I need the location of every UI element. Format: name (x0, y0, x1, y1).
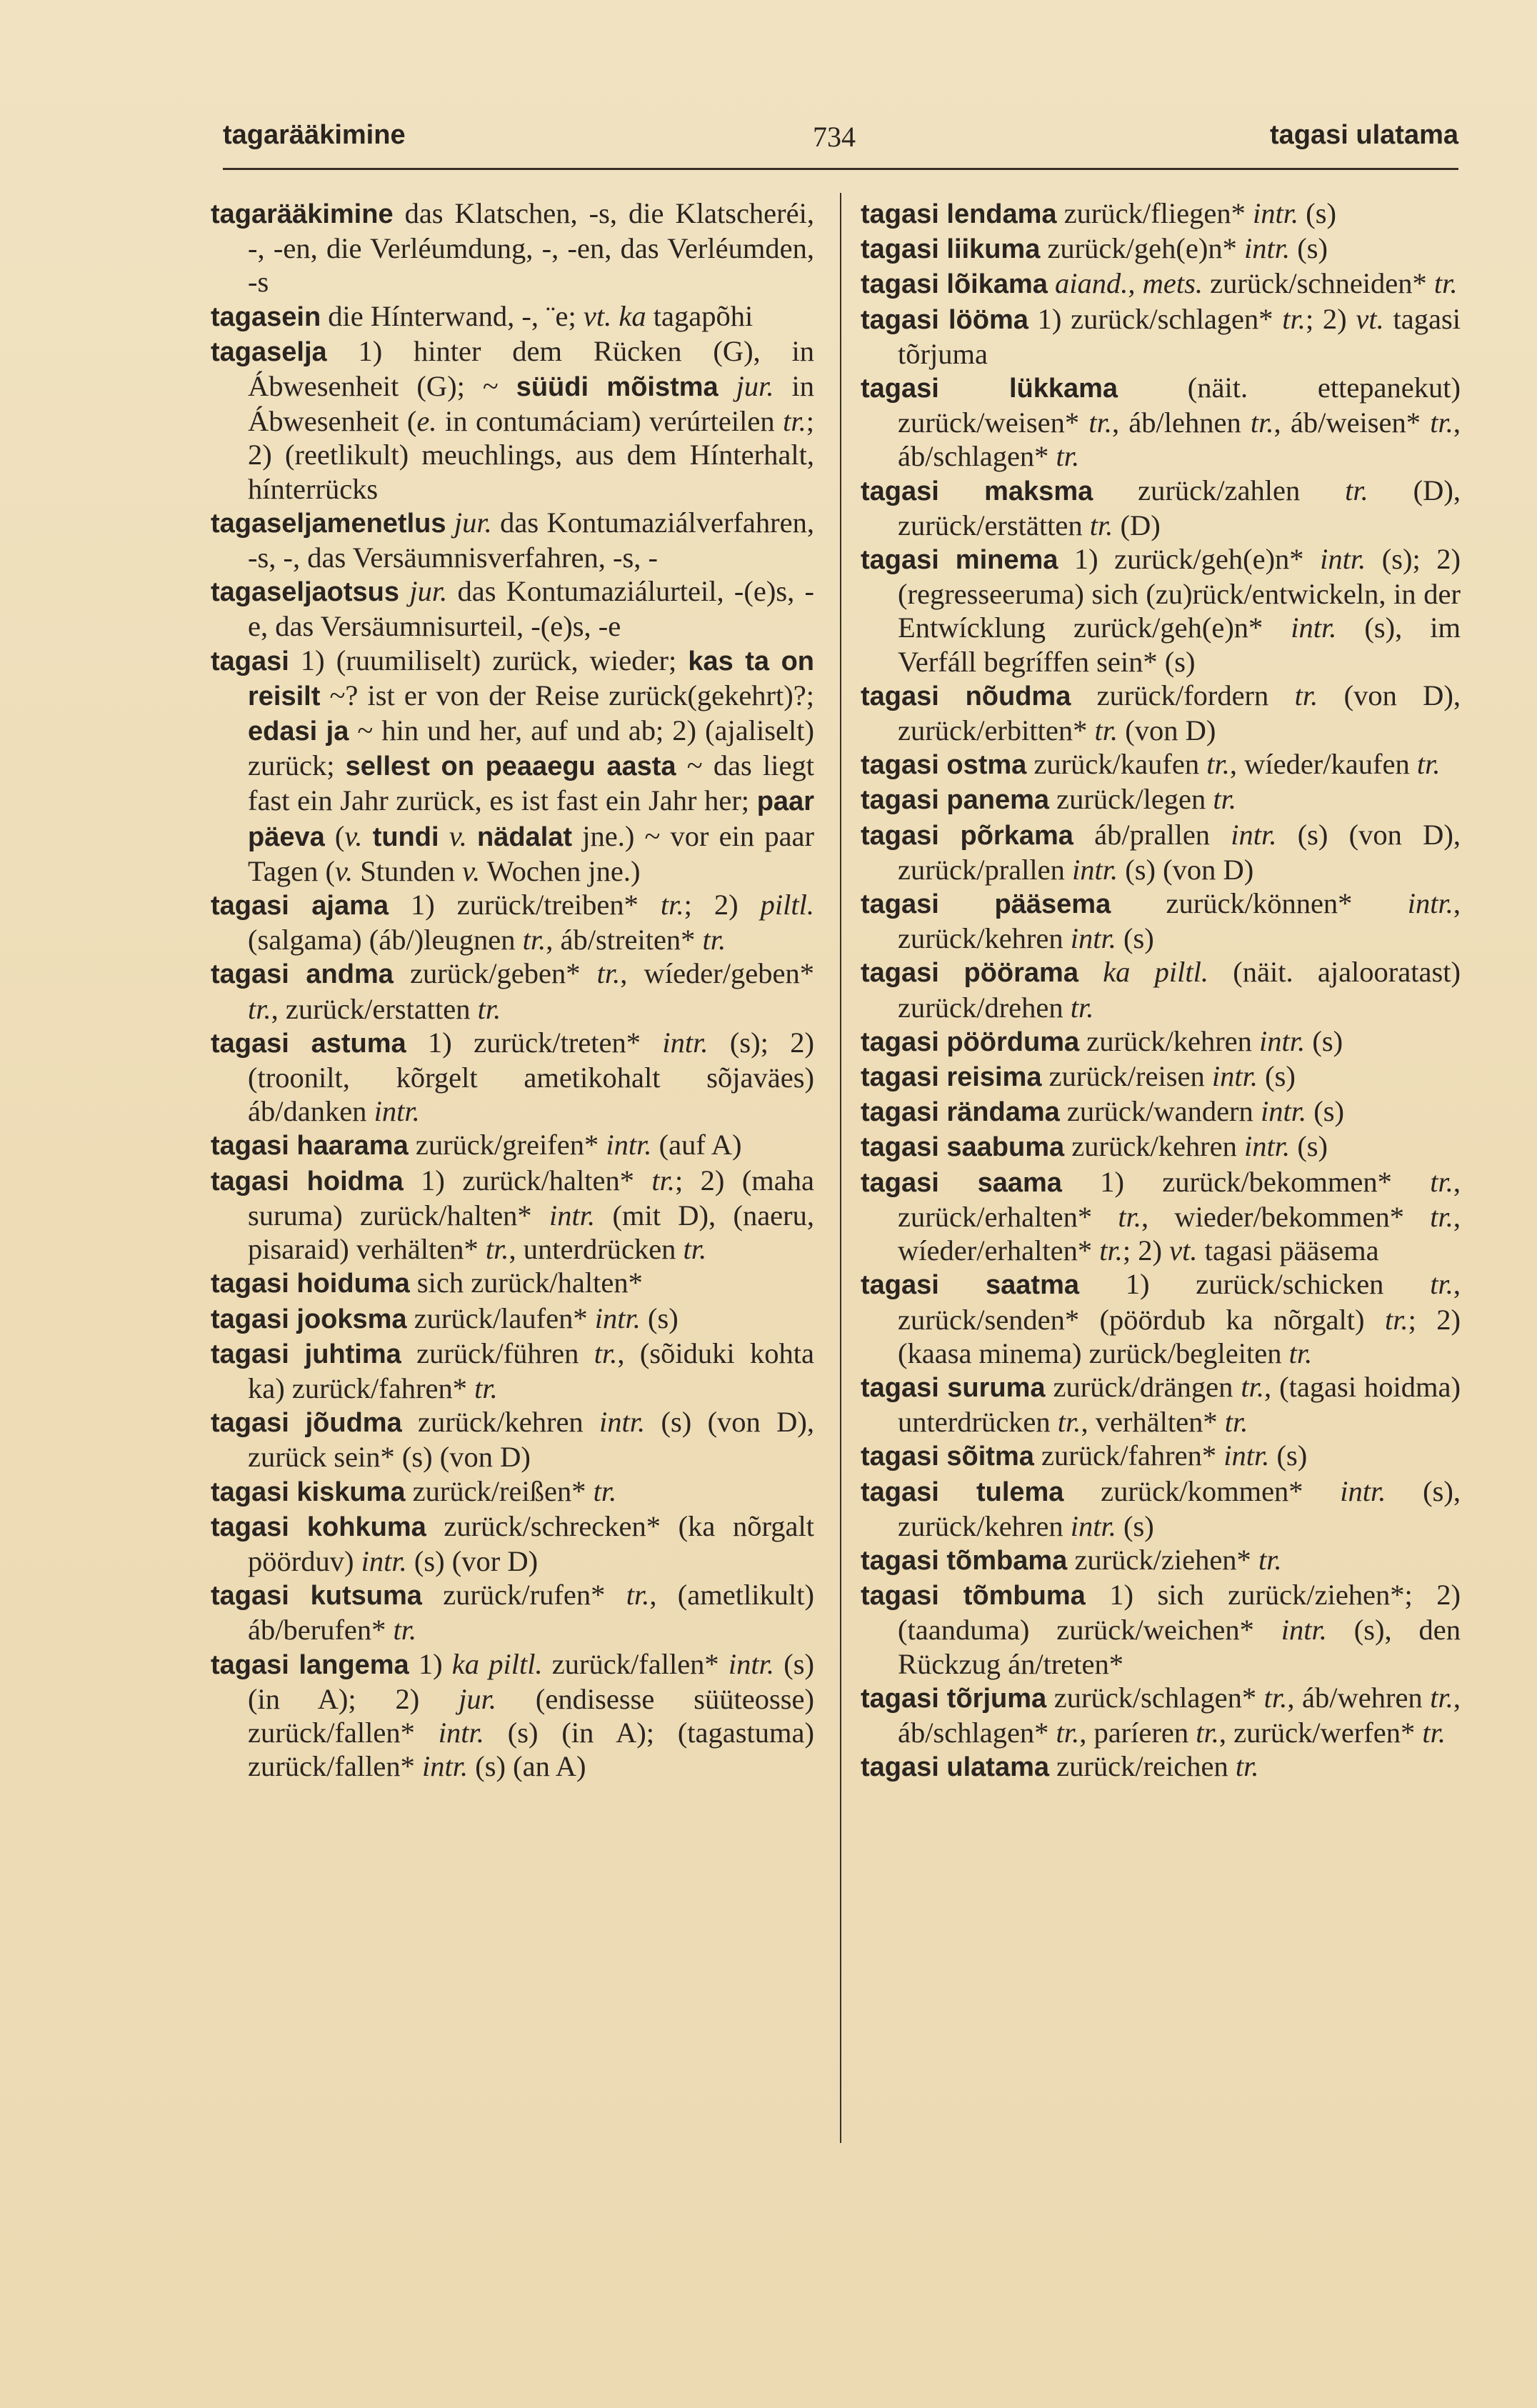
dictionary-entry: tagasi maksma zurück/zahlen tr. (D), zurück/erstätten tr. (D) (861, 474, 1461, 541)
dictionary-entry: tagasi lükkama (näit. ettepanekut) zurück/weisen* tr., áb/lehnen tr., áb/weisen* tr., áb/schlagen* tr. (861, 371, 1461, 473)
dictionary-entry: tagasi saama 1) zurück/bekommen* tr., zurück/erhalten* tr., wieder/bekommen* tr., wíeder/erhalten* tr.; 2) vt. tagasi pääsema (861, 1165, 1461, 1267)
dictionary-entry: tagasi sõitma zurück/fahren* intr. (s) (861, 1439, 1308, 1472)
dictionary-entry: tagasi ostma zurück/kaufen tr., wíeder/kaufen tr. (861, 748, 1441, 781)
dictionary-entry: tagasi tulema zurück/kommen* intr. (s), zurück/kehren intr. (s) (861, 1474, 1461, 1542)
dictionary-entry: tagasi lööma 1) zurück/schlagen* tr.; 2) vt. tagasi tõrjuma (861, 302, 1461, 370)
dictionary-entry: tagasi kiskuma zurück/reißen* tr. (211, 1474, 617, 1507)
dictionary-entry: tagasi ulatama zurück/reichen tr. (861, 1750, 1259, 1783)
dictionary-entry: tagasi hoidma 1) zurück/halten* tr.; 2) (maha suruma) zurück/halten* intr. (mit D), (naeru, pisaraid) verhälten* tr., unterdrücken tr. (211, 1164, 815, 1266)
dictionary-entry: tagasi põrkama áb/prallen intr. (s) (von D), zurück/prallen intr. (s) (von D) (861, 818, 1461, 886)
dictionary-entry: tagasi pöörama ka piltl. (näit. ajalooratast) zurück/drehen tr. (861, 956, 1461, 1024)
dictionary-entry: tagasi nõudma zurück/fordern tr. (von D), zurück/erbitten* tr. (von D) (861, 679, 1461, 747)
dictionary-entry: tagasi tõmbama zurück/ziehen* tr. (861, 1543, 1282, 1576)
dictionary-entry: tagasi pääsema zurück/können* intr., zurück/kehren intr. (s) (861, 887, 1461, 955)
dictionary-entry: tagasi juhtima zurück/führen tr., (sõiduki kohta ka) zurück/fahren* tr. (211, 1337, 815, 1404)
dictionary-entry: tagasi hoiduma sich zurück/halten* (211, 1267, 643, 1299)
dictionary-entry: tagasi astuma 1) zurück/treten* intr. (s); 2) (troonilt, kõrgelt ametikohalt sõjaväes) áb/danken intr. (211, 1026, 814, 1128)
dictionary-entry: tagasi saabuma zurück/kehren intr. (s) (861, 1130, 1328, 1163)
column-divider (840, 193, 841, 2143)
header-rule (223, 168, 1458, 170)
page-number: 734 (813, 121, 856, 153)
dictionary-entry: tagasi andma zurück/geben* tr., wíeder/geben* tr., zurück/erstatten tr. (211, 957, 814, 1025)
dictionary-entry: tagasi lendama zurück/fliegen* intr. (s) (861, 197, 1336, 229)
dictionary-entry: tagasi panema zurück/legen tr. (861, 783, 1237, 816)
dictionary-entry: tagarääkimine das Klatschen, -s, die Klatscheréi, -, -en, die Verléumdung, -, -en, das Verléumden, -s (211, 197, 814, 299)
dictionary-entry: tagasi tõmbuma 1) sich zurück/ziehen*; 2) (taanduma) zurück/weichen* intr. (s), den Rückzug án/treten* (861, 1579, 1461, 1680)
dictionary-entry: tagasi minema 1) zurück/geh(e)n* intr. (s); 2) (regresseeruma) sich (zu)rück/entwickeln, in der Entwícklung zurück/geh(e)n* intr. (s), im Verfáll begríffen sein* (s) (861, 543, 1461, 678)
header-first-entry: tagarääkimine (223, 120, 406, 150)
dictionary-entry: tagasi haarama zurück/greifen* intr. (auf A) (211, 1129, 742, 1161)
dictionary-entry: tagasi liikuma zurück/geh(e)n* intr. (s) (861, 232, 1328, 265)
dictionary-entry: tagasi kohkuma zurück/schrecken* (ka nõrgalt pöörduv) intr. (s) (vor D) (211, 1509, 814, 1577)
dictionary-entry: tagasi tõrjuma zurück/schlagen* tr., áb/wehren tr., áb/schlagen* tr., paríeren tr., zurück/werfen* tr. (861, 1681, 1461, 1749)
header-last-entry: tagasi ulatama (1270, 120, 1458, 150)
dictionary-entry: tagasein die Hínterwand, -, ¨e; vt. ka tagapõhi (211, 299, 754, 332)
dictionary-entry: tagasi 1) (ruumiliselt) zurück, wieder; kas ta on reisilt ~? ist er von der Reise zurück(gekehrt)?; edasi ja ~ hin und her, auf und ab; 2) (ajaliselt) zurück; sellest on peaaegu aasta ~ das liegt fast ein Jahr zurück, es ist fast ein Jahr her; paar päeva (v. tundi v. nädalat jne.) ~ vor ein paar Tagen (v. Stunden v. Wochen jne.) (211, 644, 815, 887)
dictionary-entry: tagasi ajama 1) zurück/treiben* tr.; 2) piltl. (salgama) (áb/)leugnen tr., áb/streiten* tr. (211, 889, 814, 956)
dictionary-entry: tagasi reisima zurück/reisen intr. (s) (861, 1060, 1296, 1093)
dictionary-entry: tagaseljaotsus jur. das Kontumaziálurteil, -(e)s, -e, das Versäumnisurteil, -(e)s, -e (211, 575, 815, 643)
dictionary-entry: tagaseljamenetlus jur. das Kontumaziálverfahren, -s, -, das Versäumnisverfahren, -s, - (211, 506, 814, 574)
page-header (223, 120, 1458, 163)
dictionary-entry: tagasi langema 1) ka piltl. zurück/fallen* intr. (s) (in A); 2) jur. (endisesse süüteosse) zurück/fallen* intr. (s) (in A); (tagastuma) zurück/fallen* intr. (s) (an A) (211, 1647, 814, 1783)
dictionary-entry: tagasi pöörduma zurück/kehren intr. (s) (861, 1024, 1343, 1057)
dictionary-entry: tagasi rändama zurück/wandern intr. (s) (861, 1095, 1344, 1128)
left-column (211, 196, 814, 1783)
dictionary-entry: tagasi jooksma zurück/laufen* intr. (s) (211, 1302, 679, 1334)
dictionary-entry: tagasi suruma zurück/drängen tr., (tagasi hoidma) unterdrücken tr., verhälten* tr. (861, 1370, 1461, 1439)
dictionary-entry: tagasi jõudma zurück/kehren intr. (s) (von D), zurück sein* (s) (von D) (211, 1406, 814, 1474)
dictionary-entry: tagasi kutsuma zurück/rufen* tr., (ametlikult) áb/berufen* tr. (211, 1579, 814, 1647)
dictionary-entry: tagaselja 1) hinter dem Rücken (G), in Ábwesenheit (G); ~ süüdi mõistma jur. in Ábwesenheit (e. in contumáciam) verúrteilen tr.; 2) (reetlikult) meuchlings, aus dem Hínterhalt, hínterrücks (211, 334, 814, 505)
right-column (861, 196, 1461, 1784)
dictionary-entry: tagasi saatma 1) zurück/schicken tr., zurück/senden* (pöördub ka nõrgalt) tr.; 2) (kaasa minema) zurück/begleiten tr. (861, 1268, 1461, 1369)
dictionary-entry: tagasi lõikama aiand., mets. zurück/schneiden* tr. (861, 267, 1458, 300)
